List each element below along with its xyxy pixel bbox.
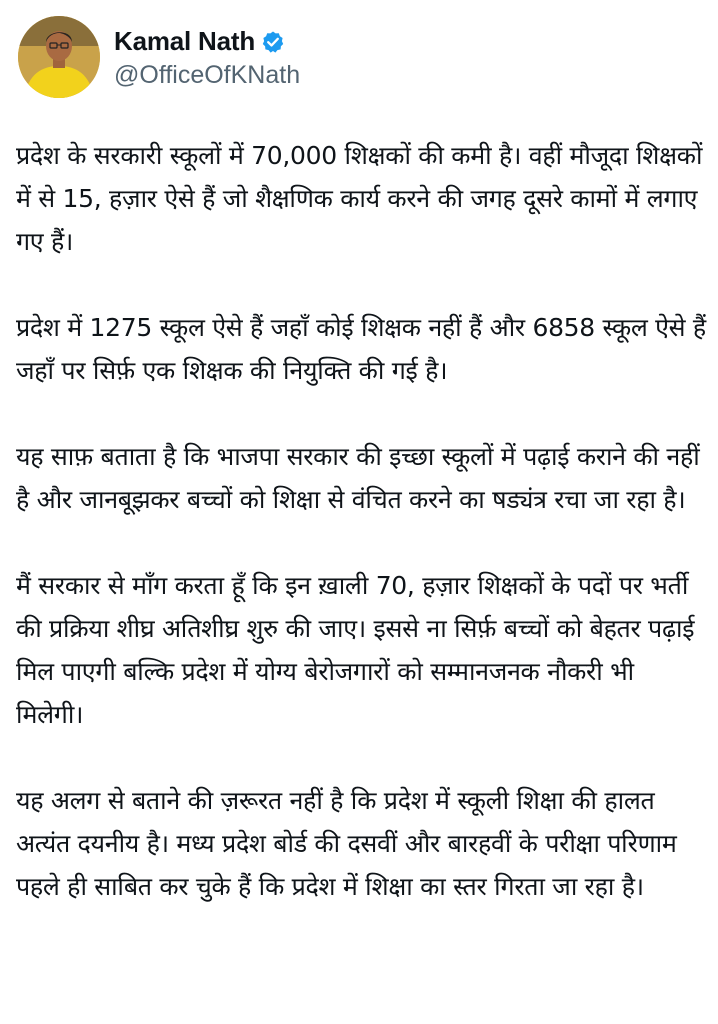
author-handle[interactable]: @OfficeOfKNath (114, 60, 301, 89)
tweet-header (18, 14, 698, 100)
tweet-paragraph: प्रदेश के सरकारी स्कूलों में 70,000 शिक्षकों की कमी है। वहीं मौजूदा शिक्षकों में से 15, हज़ार ऐसे हैं जो शैक्षणिक कार्य करने की जगह दूसरे कामों में लगाए गए हैं। (16, 141, 703, 256)
tweet-paragraph: मैं सरकार से माँग करता हूँ कि इन ख़ाली 70, हज़ार शिक्षकों के पदों पर भर्ती की प्रक्रिया शीघ्र अतिशीघ्र शुरु की जाए। इससे ना सिर्फ़ बच्चों को बेहतर पढ़ाई मिल पाएगी बल्कि प्रदेश में योग्य बेरोजगारों को सम्मानजनक नौकरी भी मिलेगी। (16, 571, 695, 729)
avatar-image (18, 16, 100, 98)
avatar[interactable] (18, 16, 100, 98)
verified-badge-icon (261, 30, 285, 54)
tweet-text (16, 134, 706, 908)
author-identity (114, 25, 300, 90)
tweet-paragraph: प्रदेश में 1275 स्कूल ऐसे हैं जहाँ कोई शिक्षक नहीं हैं और 6858 स्कूल ऐसे हैं जहाँ पर सिर्फ़ एक शिक्षक की नियुक्ति की गई है। (16, 313, 706, 385)
name-row (114, 25, 300, 59)
tweet-paragraph: यह साफ़ बताता है कि भाजपा सरकार की इच्छा स्कूलों में पढ़ाई कराने की नहीं है और जानबूझकर बच्चों को शिक्षा से वंचित करने का षड्यंत्र रचा जा रहा है। (16, 442, 700, 514)
tweet-paragraph: यह अलग से बताने की ज़रूरत नहीं है कि प्रदेश में स्कूली शिक्षा की हालत अत्यंत दयनीय है। मध्य प्रदेश बोर्ड की दसवीं और बारहवीं के परीक्षा परिणाम पहले ही साबित कर चुके हैं कि प्रदेश में शिक्षा का स्तर गिरता जा रहा है। (16, 786, 677, 901)
author-display-name[interactable]: Kamal Nath (114, 26, 256, 56)
